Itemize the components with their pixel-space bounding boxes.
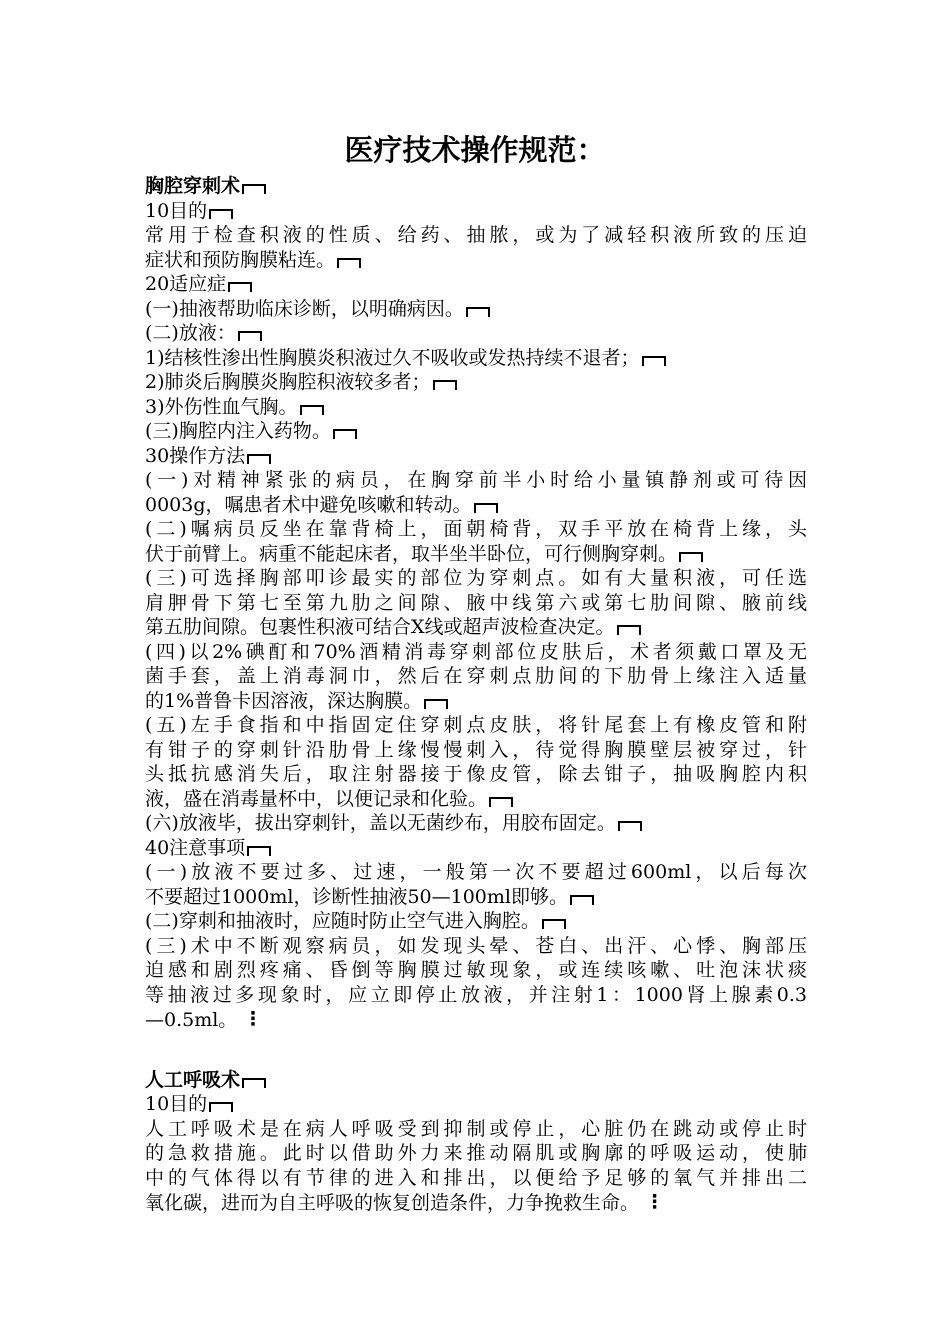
text-line-content: 液，盛在消毒量杯中，以便记录和化验。 xyxy=(145,787,488,810)
paragraph-mark-icon xyxy=(474,503,498,513)
text-line-content: (一)抽液帮助临床诊断，以明确病因。 xyxy=(145,297,464,320)
text-line-content: 0003g，嘱患者术中避免咳嗽和转动。 xyxy=(145,493,472,516)
text-line xyxy=(145,248,807,273)
paragraph-mark-icon xyxy=(242,1078,266,1088)
text-line-content: 40注意事项 xyxy=(145,836,246,859)
paragraph-mark-icon xyxy=(209,1102,233,1112)
text-line xyxy=(145,1007,807,1032)
paragraph-mark-icon xyxy=(433,380,457,390)
text-line xyxy=(145,1166,807,1191)
paragraph-mark-icon xyxy=(247,454,271,464)
section-gap xyxy=(145,1032,807,1068)
text-line xyxy=(145,689,807,714)
text-line-content: 氧化碳，进而为自主呼吸的恢复创造条件，力争挽救生命。 xyxy=(145,1192,640,1214)
text-line xyxy=(145,542,807,567)
text-line-content: (一)对精神紧张的病员，在胸穿前半小时给小量镇静剂或可待因 xyxy=(145,469,807,491)
text-line-content: (二)放液： xyxy=(145,322,236,344)
text-line-content: 10目的 xyxy=(145,199,208,222)
text-line xyxy=(145,885,807,910)
text-line-content: (六)放液毕，拔出穿刺针，盖以无菌纱布，用胶布固定。 xyxy=(145,812,616,834)
text-line xyxy=(145,297,807,322)
paragraph-mark-icon xyxy=(489,797,513,807)
text-line xyxy=(145,1141,807,1166)
text-line xyxy=(145,223,807,248)
text-line-content: 的1%普鲁卡因溶液，深达胸膜。 xyxy=(145,689,423,712)
text-line xyxy=(145,909,807,934)
text-line-content: 头抵抗感消失后，取注射器接于像皮管，除去钳子，抽吸胸腔内积 xyxy=(145,763,807,785)
paragraph-mark-icon xyxy=(570,895,594,905)
text-line xyxy=(145,738,807,763)
text-line xyxy=(145,836,807,861)
section-heading xyxy=(145,1068,807,1093)
text-line xyxy=(145,370,807,395)
text-line-content: (四)以2%碘酊和70%酒精消毒穿刺部位皮肤后，术者须戴口罩及无 xyxy=(145,640,807,663)
paragraph-mark-icon xyxy=(618,821,642,831)
section-heading-text: 胸腔穿刺术 xyxy=(145,175,241,197)
text-line-content: 3)外伤性血气胸。 xyxy=(145,395,298,418)
paragraph-mark-icon xyxy=(642,356,666,366)
paragraph-mark-icon xyxy=(337,258,361,268)
text-line xyxy=(145,762,807,787)
text-line-content: (三)胸腔内注入药物。 xyxy=(145,420,331,442)
text-line-content: 有钳子的穿刺针沿肋骨上缘慢慢刺入，待觉得胸膜壁层被穿过，针 xyxy=(145,738,807,761)
text-line-content: 不要超过1000ml，诊断性抽液50—100ml即够。 xyxy=(145,885,568,908)
text-line xyxy=(145,517,807,542)
text-line xyxy=(145,1117,807,1142)
section-heading xyxy=(145,174,807,199)
paragraph-mark-icon xyxy=(617,625,641,635)
text-line xyxy=(145,566,807,591)
text-line xyxy=(145,419,807,444)
text-line-content: 人工呼吸术是在病人呼吸受到抑制或停止，心脏仍在跳动或停止时 xyxy=(145,1117,807,1140)
text-line xyxy=(145,664,807,689)
text-line-content: (一)放液不要过多、过速，一般第一次不要超过600ml，以后每次 xyxy=(145,861,807,883)
text-line-content: (二)嘱病员反坐在靠背椅上，面朝椅背，双手平放在椅背上缘，头 xyxy=(145,518,807,540)
text-line-content: 10目的 xyxy=(145,1093,208,1115)
text-line xyxy=(145,958,807,983)
text-line xyxy=(145,860,807,885)
text-line xyxy=(145,346,807,371)
document-body xyxy=(145,174,807,1215)
text-line-content: 2)肺炎后胸膜炎胸腔积液较多者； xyxy=(145,371,431,393)
text-line xyxy=(145,811,807,836)
text-line xyxy=(145,787,807,812)
vertical-dots-icon: ⋮ xyxy=(645,1191,665,1213)
text-line xyxy=(145,1092,807,1117)
paragraph-mark-icon xyxy=(679,552,703,562)
text-line-content: (三)可选择胸部叩诊最实的部位为穿刺点。如有大量积液，可任选 xyxy=(145,567,807,589)
text-line xyxy=(145,983,807,1008)
paragraph-mark-icon xyxy=(247,846,271,856)
text-line xyxy=(145,615,807,640)
text-line xyxy=(145,934,807,959)
text-line-content: 菌手套，盖上消毒洞巾，然后在穿刺点肋间的下肋骨上缘注入适量 xyxy=(145,665,807,687)
paragraph-mark-icon xyxy=(466,307,490,317)
paragraph-mark-icon xyxy=(333,429,357,439)
text-line-content: (五)左手食指和中指固定住穿刺点皮肤，将针尾套上有橡皮管和附 xyxy=(145,714,807,736)
text-line-content: (二)穿刺和抽液时，应随时防止空气进入胸腔。 xyxy=(145,910,540,932)
text-line xyxy=(145,444,807,469)
text-line-content: 肩胛骨下第七至第九肋之间隙、腋中线第六或第七肋间隙、腋前线 xyxy=(145,591,807,614)
text-line xyxy=(145,395,807,420)
paragraph-mark-icon xyxy=(238,331,262,341)
text-line xyxy=(145,468,807,493)
text-line-content: —0.5ml。 xyxy=(145,1009,238,1031)
paragraph-mark-icon xyxy=(242,184,266,194)
text-line-content: 30操作方法 xyxy=(145,444,246,467)
paragraph-mark-icon xyxy=(542,919,566,929)
text-line xyxy=(145,1190,807,1215)
paragraph-mark-icon xyxy=(209,209,233,219)
section-heading-text: 人工呼吸术 xyxy=(145,1068,241,1091)
text-line-content: (三)术中不断观察病员，如发现头晕、苍白、出汗、心悸、胸部压 xyxy=(145,934,807,957)
paragraph-mark-icon xyxy=(424,699,448,709)
paragraph-mark-icon xyxy=(228,282,252,292)
text-line-content: 常用于检查积液的性质、给药、抽脓，或为了减轻积液所致的压迫 xyxy=(145,224,807,246)
text-line-content: 症状和预防胸膜粘连。 xyxy=(145,248,336,271)
text-line-content: 第五肋间隙。包裹性积液可结合X线或超声波检查决定。 xyxy=(145,616,615,638)
text-line-content: 1)结核性渗出性胸膜炎积液过久不吸收或发热持续不退者； xyxy=(145,346,640,369)
text-line-content: 的急救措施。此时以借助外力来推动隔肌或胸廓的呼吸运动，使肺 xyxy=(145,1142,807,1164)
paragraph-mark-icon xyxy=(300,405,324,415)
vertical-dots-icon: ⋮ xyxy=(243,1008,263,1030)
text-line-content: 中的气体得以有节律的进入和排出，以便给予足够的氧气并排出二 xyxy=(145,1166,807,1189)
text-line-content: 等抽液过多现象时，应立即停止放液，并注射1：1000肾上腺素0.3 xyxy=(145,983,807,1006)
text-line xyxy=(145,272,807,297)
text-line xyxy=(145,591,807,616)
text-line xyxy=(145,713,807,738)
text-line xyxy=(145,640,807,665)
text-line-content: 伏于前臂上。病重不能起床者，取半坐半卧位，可行侧胸穿刺。 xyxy=(145,542,678,565)
text-line xyxy=(145,321,807,346)
text-line xyxy=(145,199,807,224)
text-line xyxy=(145,493,807,518)
text-line-content: 20适应症 xyxy=(145,273,227,295)
page-title: 医疗技术操作规范： xyxy=(344,133,606,167)
text-line-content: 迫感和剧烈疼痛、昏倒等胸膜过敏现象，或连续咳嗽、吐泡沫状痰 xyxy=(145,959,807,981)
